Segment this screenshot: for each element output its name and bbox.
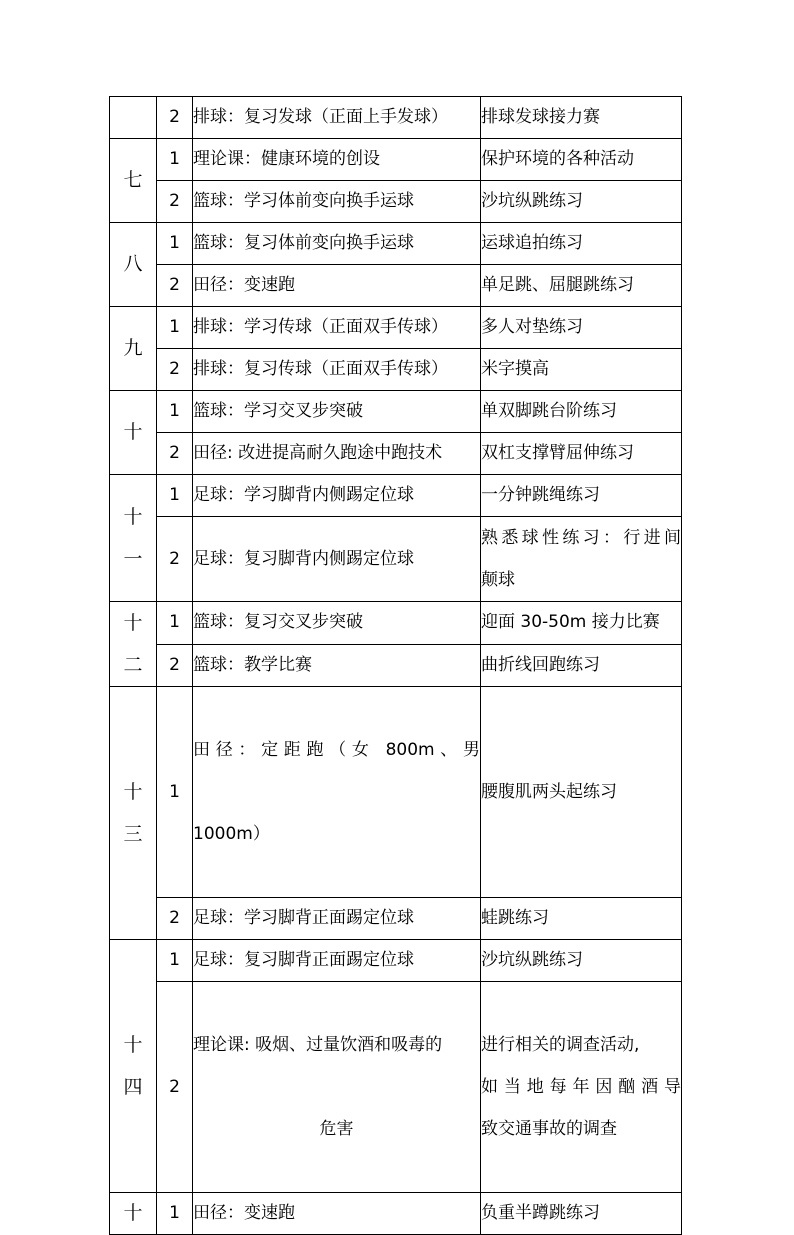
lesson-content: 田径: 改进提高耐久跑途中跑技术 bbox=[193, 433, 481, 475]
practice-content: 蛙跳练习 bbox=[481, 898, 682, 940]
lesson-content: 篮球：复习体前变向换手运球 bbox=[193, 223, 481, 265]
practice-line: 如当地每年因酗酒导 bbox=[481, 1077, 681, 1097]
practice-line: 进行相关的调查活动, bbox=[481, 1035, 640, 1055]
practice-line: 颠球 bbox=[481, 570, 515, 590]
practice-content: 迎面 30-50m 接力比赛 bbox=[481, 602, 682, 645]
week-char: 十 bbox=[123, 1034, 143, 1056]
lesson-content: 理论课：健康环境的创设 bbox=[193, 139, 481, 181]
lesson-number: 2 bbox=[157, 982, 193, 1193]
week-char: 一 bbox=[123, 548, 143, 570]
practice-content: 腰腹肌两头起练习 bbox=[481, 687, 682, 898]
week-cell: 十 bbox=[110, 391, 157, 475]
lesson-line: 1000m） bbox=[193, 824, 270, 844]
practice-line: 熟悉球性练习：行进间 bbox=[481, 528, 681, 548]
table-row bbox=[110, 265, 682, 307]
week-cell: 十 bbox=[110, 1193, 157, 1235]
table-row bbox=[110, 223, 682, 265]
lesson-content: 排球：学习传球（正面双手传球） bbox=[193, 307, 481, 349]
lesson-number: 1 bbox=[157, 475, 193, 517]
lesson-content: 篮球：学习体前变向换手运球 bbox=[193, 181, 481, 223]
lesson-number: 2 bbox=[157, 644, 193, 687]
lesson-content: 篮球：教学比赛 bbox=[193, 644, 481, 687]
week-cell: 七 bbox=[110, 139, 157, 223]
table-row bbox=[110, 687, 682, 898]
week-char: 三 bbox=[123, 823, 143, 845]
week-cell bbox=[110, 97, 157, 139]
lesson-content: 排球：复习发球（正面上手发球） bbox=[193, 97, 481, 139]
week-cell: 九 bbox=[110, 307, 157, 391]
table-row bbox=[110, 602, 682, 645]
practice-content: 沙坑纵跳练习 bbox=[481, 181, 682, 223]
lesson-content: 足球：复习脚背内侧踢定位球 bbox=[193, 517, 481, 602]
lesson-number: 2 bbox=[157, 349, 193, 391]
practice-content: 单足跳、屈腿跳练习 bbox=[481, 265, 682, 307]
practice-content bbox=[481, 517, 682, 602]
week-char: 二 bbox=[123, 654, 143, 676]
practice-content: 一分钟跳绳练习 bbox=[481, 475, 682, 517]
week-cell bbox=[110, 602, 157, 687]
table-row bbox=[110, 644, 682, 687]
lesson-content bbox=[193, 687, 481, 898]
practice-content: 双杠支撑臂屈伸练习 bbox=[481, 433, 682, 475]
lesson-content: 足球：学习脚背内侧踢定位球 bbox=[193, 475, 481, 517]
lesson-number: 2 bbox=[157, 265, 193, 307]
week-char: 十 bbox=[123, 506, 143, 528]
lesson-number: 1 bbox=[157, 602, 193, 645]
table-row bbox=[110, 181, 682, 223]
table-row bbox=[110, 517, 682, 602]
practice-content bbox=[481, 982, 682, 1193]
table-row bbox=[110, 433, 682, 475]
week-cell: 八 bbox=[110, 223, 157, 307]
week-cell bbox=[110, 940, 157, 1193]
lesson-number: 1 bbox=[157, 223, 193, 265]
lesson-number: 1 bbox=[157, 307, 193, 349]
table-row bbox=[110, 940, 682, 982]
table-row bbox=[110, 349, 682, 391]
table-row bbox=[110, 898, 682, 940]
lesson-number: 1 bbox=[157, 391, 193, 433]
lesson-number: 2 bbox=[157, 898, 193, 940]
lesson-number: 1 bbox=[157, 687, 193, 898]
lesson-line: 田径：定距跑（女 800m、男 bbox=[193, 740, 480, 760]
lesson-number: 2 bbox=[157, 181, 193, 223]
practice-content: 排球发球接力赛 bbox=[481, 97, 682, 139]
practice-content: 保护环境的各种活动 bbox=[481, 139, 682, 181]
lesson-content bbox=[193, 982, 481, 1193]
table-row bbox=[110, 982, 682, 1193]
lesson-content: 篮球：学习交叉步突破 bbox=[193, 391, 481, 433]
lesson-line: 危害 bbox=[319, 1119, 354, 1139]
week-char: 四 bbox=[123, 1076, 143, 1098]
lesson-number: 2 bbox=[157, 433, 193, 475]
schedule-table bbox=[109, 96, 682, 1235]
practice-line: 致交通事故的调查 bbox=[481, 1119, 617, 1139]
week-char: 十 bbox=[123, 612, 143, 634]
lesson-number: 1 bbox=[157, 940, 193, 982]
lesson-number: 1 bbox=[157, 139, 193, 181]
week-cell bbox=[110, 475, 157, 602]
lesson-content: 篮球：复习交叉步突破 bbox=[193, 602, 481, 645]
lesson-line: 理论课: 吸烟、过量饮酒和吸毒的 bbox=[193, 1035, 443, 1055]
week-char: 十 bbox=[123, 781, 143, 803]
table-row bbox=[110, 139, 682, 181]
practice-content: 负重半蹲跳练习 bbox=[481, 1193, 682, 1235]
practice-content: 多人对垫练习 bbox=[481, 307, 682, 349]
practice-content: 单双脚跳台阶练习 bbox=[481, 391, 682, 433]
lesson-number: 2 bbox=[157, 97, 193, 139]
week-cell bbox=[110, 687, 157, 940]
table-row bbox=[110, 97, 682, 139]
lesson-content: 田径：变速跑 bbox=[193, 265, 481, 307]
table-row bbox=[110, 391, 682, 433]
table-row bbox=[110, 1193, 682, 1235]
lesson-content: 排球：复习传球（正面双手传球） bbox=[193, 349, 481, 391]
lesson-number: 2 bbox=[157, 517, 193, 602]
lesson-content: 田径：变速跑 bbox=[193, 1193, 481, 1235]
lesson-content: 足球：复习脚背正面踢定位球 bbox=[193, 940, 481, 982]
table-row bbox=[110, 475, 682, 517]
table-row bbox=[110, 307, 682, 349]
practice-content: 米字摸高 bbox=[481, 349, 682, 391]
practice-content: 沙坑纵跳练习 bbox=[481, 940, 682, 982]
practice-content: 曲折线回跑练习 bbox=[481, 644, 682, 687]
lesson-content: 足球：学习脚背正面踢定位球 bbox=[193, 898, 481, 940]
lesson-number: 1 bbox=[157, 1193, 193, 1235]
practice-content: 运球追拍练习 bbox=[481, 223, 682, 265]
